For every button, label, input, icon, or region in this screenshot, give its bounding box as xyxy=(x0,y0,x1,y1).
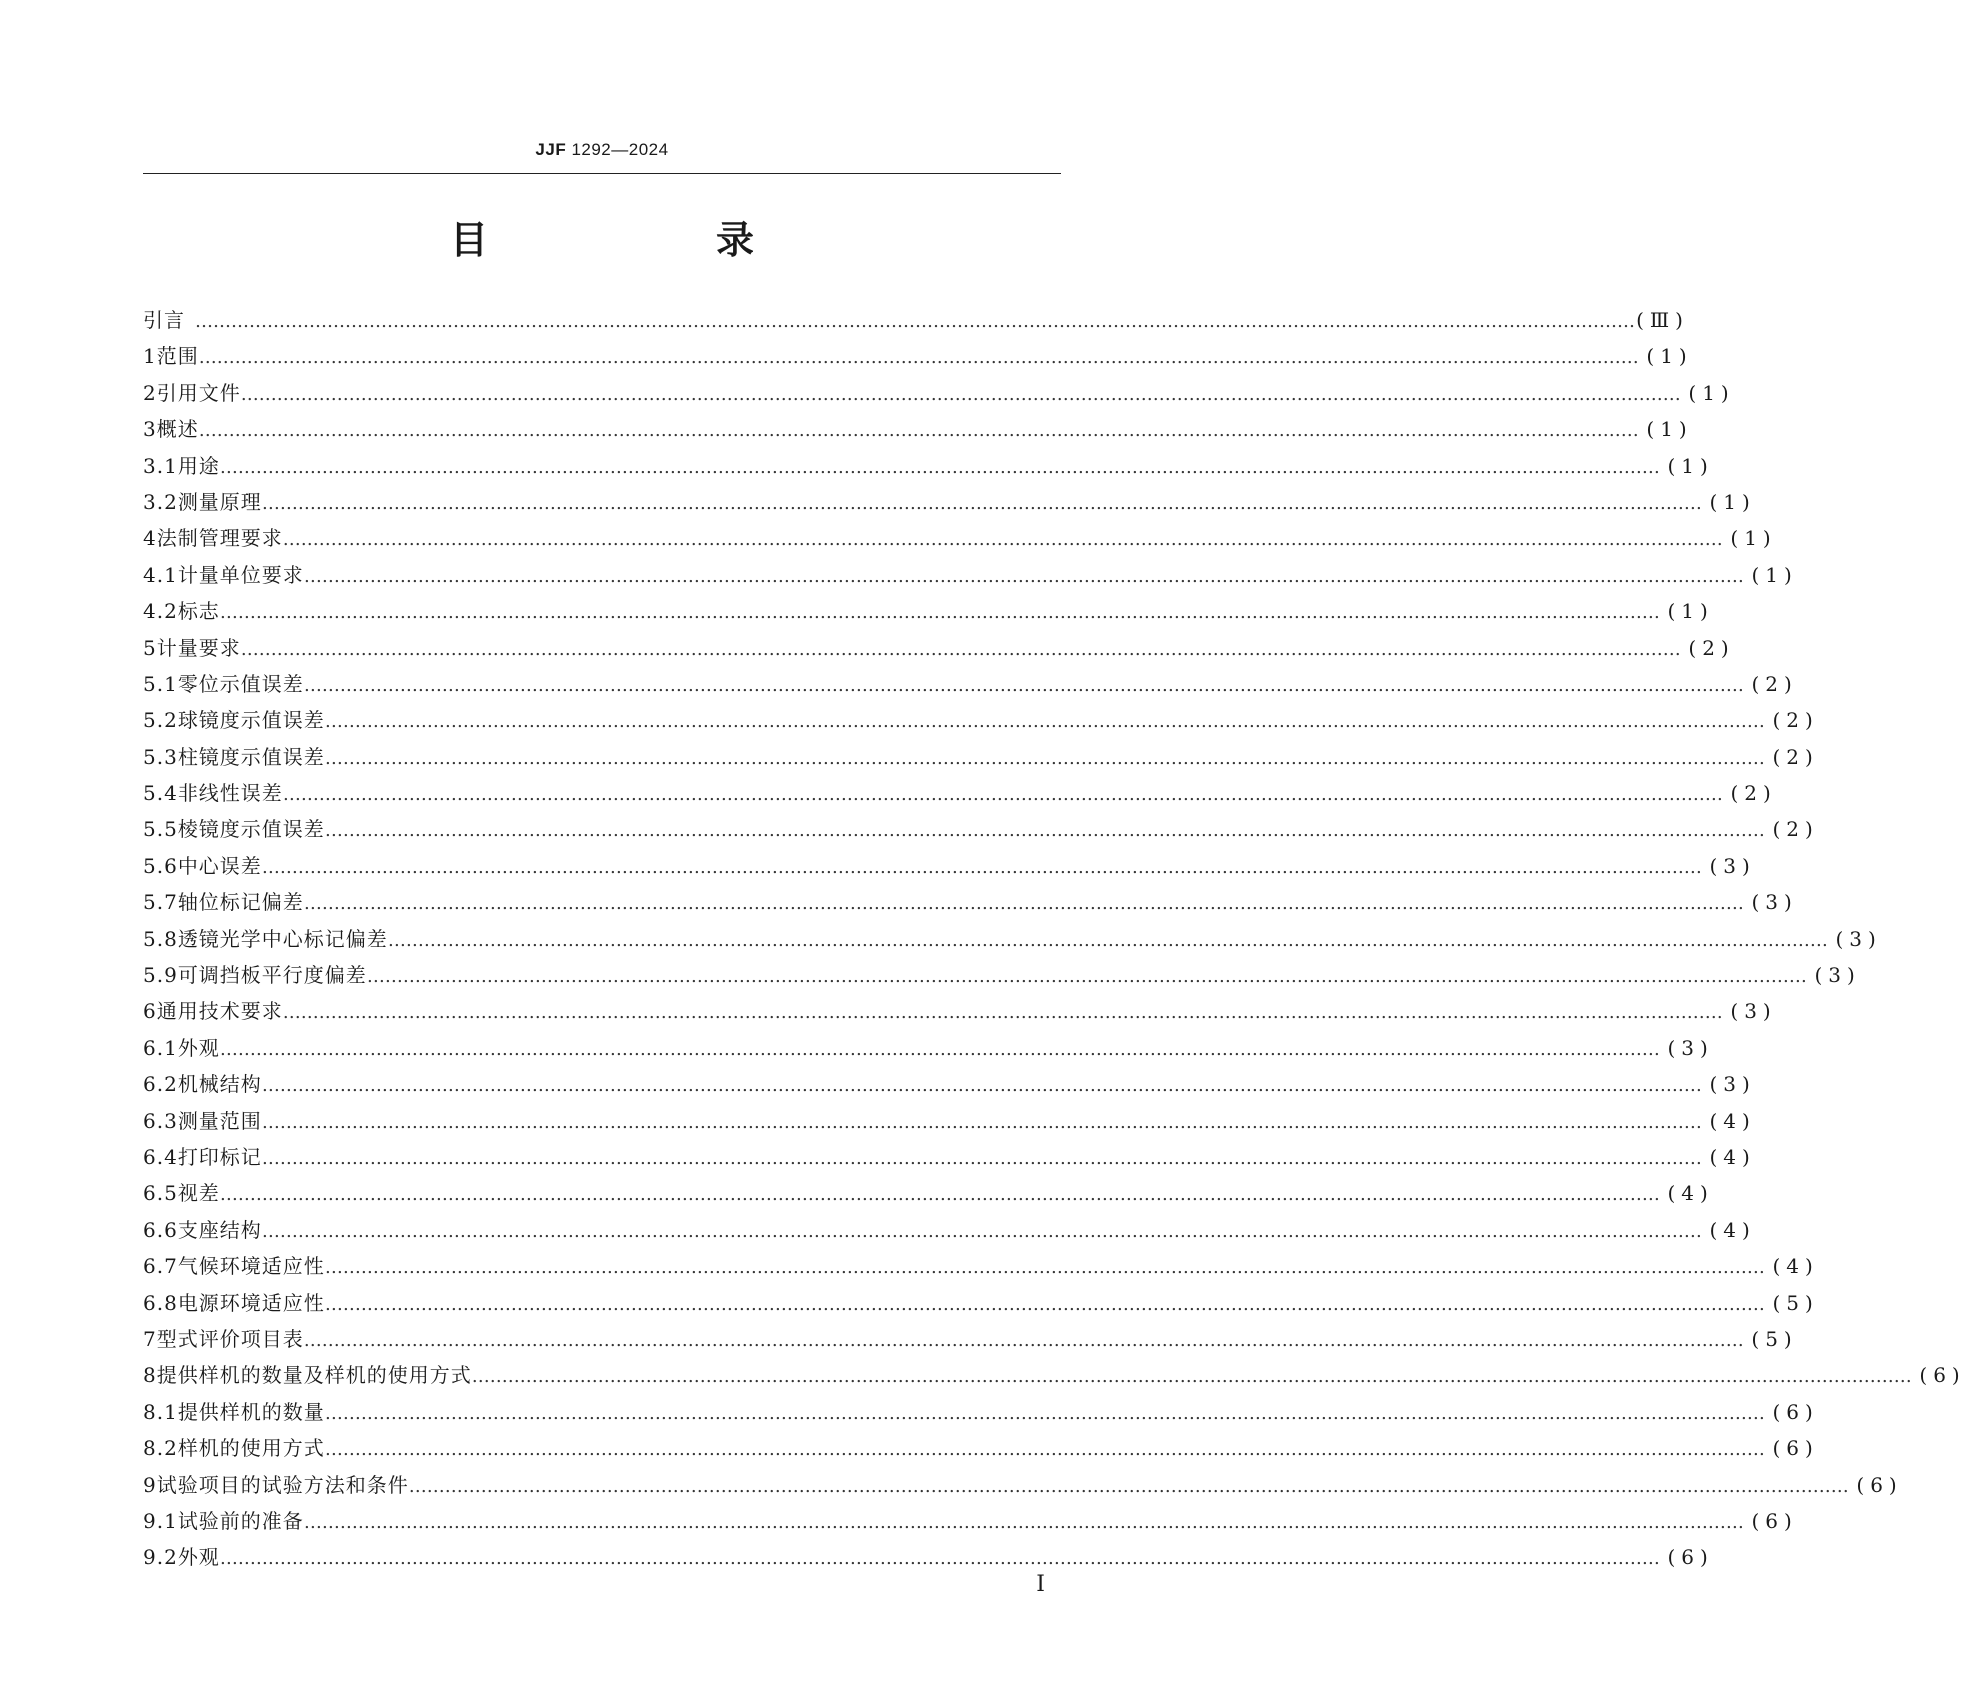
toc-entry-title: 可调挡板平行度偏差 xyxy=(177,963,367,988)
toc-entry-title: 电源环境适应性 xyxy=(177,1290,325,1315)
dot-leader: …………………………………………………………………………………………………………………………………………………………………………………………………………………… xyxy=(198,347,1639,369)
toc-entry-title: 试验前的准备 xyxy=(177,1508,304,1533)
toc-entry-page: (3) xyxy=(1709,853,1756,878)
toc-entry-number: 6.5 xyxy=(143,1181,178,1206)
toc-entry-page: (3) xyxy=(1730,999,1777,1024)
toc-entry[interactable] xyxy=(143,1030,1714,1066)
toc-entry-number: 6.4 xyxy=(143,1144,178,1169)
toc-entry-number: 9 xyxy=(143,1472,157,1497)
toc-entry-title: 通用技术要求 xyxy=(156,999,283,1024)
toc-entry[interactable] xyxy=(143,702,1819,738)
toc-entry-page: (4) xyxy=(1772,1254,1819,1279)
toc-entry[interactable] xyxy=(143,520,1777,556)
toc-entry[interactable] xyxy=(143,1467,1903,1503)
toc-entry-page: (1) xyxy=(1688,380,1735,405)
toc-entry[interactable] xyxy=(143,411,1693,447)
dot-leader: …………………………………………………………………………………………………………………………………………………………………………………………………………………… xyxy=(240,383,1681,405)
toc-entry-title: 用途 xyxy=(177,453,220,478)
toc-entry-page: (1) xyxy=(1709,489,1756,514)
toc-entry[interactable] xyxy=(143,1503,1798,1539)
toc-entry[interactable] xyxy=(143,1321,1798,1357)
dot-leader: …………………………………………………………………………………………………………………………………………………………………………………………………………………… xyxy=(261,1075,1702,1097)
toc-entry-title: 型式评价项目表 xyxy=(156,1326,304,1351)
toc-entry-title: 棱镜度示值误差 xyxy=(177,817,325,842)
toc-entry-title: 外观 xyxy=(177,1035,220,1060)
toc-entry[interactable] xyxy=(143,775,1777,811)
header-rule xyxy=(143,173,1061,174)
dot-leader: …………………………………………………………………………………………………………………………………………………………………………………………………………………… xyxy=(219,456,1660,478)
toc-entry-page: (1) xyxy=(1667,453,1714,478)
toc-entry-title: 测量原理 xyxy=(177,489,262,514)
toc-entry-number: 6.8 xyxy=(143,1290,178,1315)
toc-entry-title: 引言 xyxy=(143,308,185,332)
standard-prefix: JJF xyxy=(535,140,567,159)
dot-leader: …………………………………………………………………………………………………………………………………………………………………………………………………………………… xyxy=(219,1548,1660,1570)
toc-entry-title: 测量范围 xyxy=(177,1108,262,1133)
dot-leader: …………………………………………………………………………………………………………………………………………………………………………………………………………………… xyxy=(408,1475,1849,1497)
toc-entry-number: 5.5 xyxy=(143,817,178,842)
toc-entry-number: 6.7 xyxy=(143,1254,178,1279)
toc-entry-title: 机械结构 xyxy=(177,1072,262,1097)
toc-entry-title: 引用文件 xyxy=(156,380,241,405)
toc-entry-number: 3.1 xyxy=(143,453,178,478)
toc-entry[interactable] xyxy=(143,1394,1819,1430)
toc-entry-number: 8.1 xyxy=(143,1399,178,1424)
toc-entry-title: 透镜光学中心标记偏差 xyxy=(177,926,388,951)
dot-leader: …………………………………………………………………………………………………………………………………………………………………………………………………………………… xyxy=(303,674,1744,696)
toc-entry-number: 7 xyxy=(143,1326,157,1351)
toc-entry-title: 概述 xyxy=(156,417,199,442)
toc-entry[interactable] xyxy=(143,1212,1756,1248)
toc-entry-title: 非线性误差 xyxy=(177,781,283,806)
dot-leader: …………………………………………………………………………………………………………………………………………………………………………………………………………………… xyxy=(219,602,1660,624)
dot-leader: …………………………………………………………………………………………………………………………………………………………………………………………………………………… xyxy=(324,1257,1765,1279)
toc-entry-title: 柱镜度示值误差 xyxy=(177,744,325,769)
toc-entry-number: 1 xyxy=(143,344,157,369)
toc-entry-title: 中心误差 xyxy=(177,853,262,878)
toc-entry-number: 8.2 xyxy=(143,1436,178,1461)
toc-entry[interactable] xyxy=(143,448,1714,484)
dot-leader: …………………………………………………………………………………………………………………………………………………………………………………………………………………… xyxy=(303,565,1744,587)
toc-entry-page: (5) xyxy=(1751,1326,1798,1351)
toc-entry-title: 计量要求 xyxy=(156,635,241,660)
toc-entry-page: (3) xyxy=(1709,1072,1756,1097)
toc-entry-title: 计量单位要求 xyxy=(177,562,304,587)
toc-entry-number: 9.1 xyxy=(143,1508,178,1533)
toc-entry-page: (4) xyxy=(1667,1181,1714,1206)
toc-entry-page: (2) xyxy=(1751,671,1798,696)
toc-entry-title: 标志 xyxy=(177,599,220,624)
dot-leader: …………………………………………………………………………………………………………………………………………………………………………………………………………………… xyxy=(324,1293,1765,1315)
toc-title: 目 录 xyxy=(449,218,849,262)
toc-entry-number: 2 xyxy=(143,380,157,405)
toc-entry-page: (3) xyxy=(1835,926,1882,951)
dot-leader: …………………………………………………………………………………………………………………………………………………………………………………………………………………… xyxy=(282,1002,1723,1024)
toc-entry[interactable] xyxy=(143,484,1756,520)
dot-leader: …………………………………………………………………………………………………………………………………………………………………………………………………………………… xyxy=(324,820,1765,842)
toc-entry-number: 8 xyxy=(143,1363,157,1388)
dot-leader: …………………………………………………………………………………………………………………………………………………………………………………………………………………… xyxy=(303,1511,1744,1533)
dot-leader: …………………………………………………………………………………………………………………………………………………………………………………………………………………… xyxy=(324,747,1765,769)
toc-entry[interactable] xyxy=(143,1139,1756,1175)
toc-entry[interactable] xyxy=(143,921,1882,957)
toc-entry[interactable] xyxy=(143,1357,1966,1393)
toc-entry-page: (3) xyxy=(1667,1035,1714,1060)
toc-entry-page: (3) xyxy=(1814,963,1861,988)
toc-entry-number: 4.2 xyxy=(143,599,178,624)
toc-entry-number: 6.1 xyxy=(143,1035,178,1060)
dot-leader: …………………………………………………………………………………………………………………………………………………………………………………………………………………… xyxy=(387,929,1828,951)
toc-entry[interactable] xyxy=(143,302,1689,338)
toc-entry-page: (2) xyxy=(1772,708,1819,733)
toc-entry-page: (6) xyxy=(1751,1508,1798,1533)
toc-entry-title: 样机的使用方式 xyxy=(177,1436,325,1461)
toc-entry-page: (2) xyxy=(1688,635,1735,660)
toc-entry[interactable] xyxy=(143,1103,1756,1139)
toc-entry-page: (2) xyxy=(1730,781,1777,806)
toc-entry[interactable] xyxy=(143,1175,1714,1211)
toc-entry-page: (6) xyxy=(1772,1399,1819,1424)
toc-entry[interactable] xyxy=(143,1285,1819,1321)
standard-code: 1292—2024 xyxy=(571,140,669,159)
toc-entry-number: 4.1 xyxy=(143,562,178,587)
toc-entry-title: 视差 xyxy=(177,1181,220,1206)
toc-entry[interactable] xyxy=(143,338,1693,374)
dot-leader: …………………………………………………………………………………………………………………………………………………………………………………………………………………… xyxy=(282,784,1723,806)
toc-entry-page: (5) xyxy=(1772,1290,1819,1315)
toc-entry-number: 5.4 xyxy=(143,781,178,806)
toc-entry-number: 6.3 xyxy=(143,1108,178,1133)
toc-entry[interactable] xyxy=(143,1066,1756,1102)
dot-leader: …………………………………………………………………………………………………………………………………………………………………………………………………………………… xyxy=(219,1038,1660,1060)
dot-leader: …………………………………………………………………………………………………………………………………………………………………………………………………………………… xyxy=(240,638,1681,660)
toc-entry-page: (3) xyxy=(1751,890,1798,915)
dot-leader: …………………………………………………………………………………………………………………………………………………………………………………………………………………… xyxy=(324,1402,1765,1424)
toc-entry-number: 5.1 xyxy=(143,671,178,696)
toc-entry-title: 球镜度示值误差 xyxy=(177,708,325,733)
toc-entry-page: (2) xyxy=(1772,744,1819,769)
toc-entry-page: (4) xyxy=(1709,1108,1756,1133)
toc-entry-page: (4) xyxy=(1709,1144,1756,1169)
toc-entry-page: (Ⅲ) xyxy=(1636,308,1689,332)
toc-entry-number: 5.7 xyxy=(143,890,178,915)
dot-leader: …………………………………………………………………………………………………………………………………………………………………………………………………………………… xyxy=(261,1147,1702,1169)
toc-entry-page: (1) xyxy=(1667,599,1714,624)
dot-leader: …………………………………………………………………………………………………………………………………………………………………………………………………………………… xyxy=(282,529,1723,551)
dot-leader: …………………………………………………………………………………………………………………………………………………………………………………………………………………… xyxy=(261,1220,1702,1242)
toc-entry-number: 6.6 xyxy=(143,1217,178,1242)
toc-entry[interactable] xyxy=(143,666,1798,702)
toc-entry-title: 法制管理要求 xyxy=(156,526,283,551)
toc-entry-page: (1) xyxy=(1646,417,1693,442)
toc-entry-number: 4 xyxy=(143,526,157,551)
toc-entry-number: 5.6 xyxy=(143,853,178,878)
toc-entry-title: 试验项目的试验方法和条件 xyxy=(156,1472,409,1497)
toc-entry-page: (1) xyxy=(1751,562,1798,587)
toc-entry-page: (6) xyxy=(1856,1472,1903,1497)
toc-entry-title: 轴位标记偏差 xyxy=(177,890,304,915)
toc-entry-number: 5.9 xyxy=(143,963,178,988)
toc-entry[interactable] xyxy=(143,593,1714,629)
toc-entry[interactable] xyxy=(143,375,1735,411)
toc-entry-page: (4) xyxy=(1709,1217,1756,1242)
dot-leader: …………………………………………………………………………………………………………………………………………………………………………………………………………………… xyxy=(219,1184,1660,1206)
toc-entry-number: 3 xyxy=(143,417,157,442)
dot-leader: …………………………………………………………………………………………………………………………………………………………………………………………………………………… xyxy=(198,420,1639,442)
toc-entry-title: 气候环境适应性 xyxy=(177,1254,325,1279)
dot-leader: …………………………………………………………………………………………………………………………………………………………………………………………………………………… xyxy=(261,856,1702,878)
toc-entry[interactable] xyxy=(143,993,1777,1029)
toc-entry[interactable] xyxy=(143,1248,1819,1284)
dot-leader: …………………………………………………………………………………………………………………………………………………………………………………………………………………… xyxy=(261,492,1702,514)
table-of-contents xyxy=(143,302,1966,1576)
toc-entry[interactable] xyxy=(143,848,1756,884)
toc-entry-number: 5 xyxy=(143,635,157,660)
page-number: Ⅰ xyxy=(1036,1572,1045,1597)
toc-entry-number: 5.8 xyxy=(143,926,178,951)
toc-entry[interactable] xyxy=(143,884,1798,920)
toc-entry-title: 外观 xyxy=(177,1545,220,1570)
toc-entry-number: 6.2 xyxy=(143,1072,178,1097)
toc-entry-page: (6) xyxy=(1667,1545,1714,1570)
toc-entry-page: (1) xyxy=(1646,344,1693,369)
toc-entry-page: (2) xyxy=(1772,817,1819,842)
dot-leader: …………………………………………………………………………………………………………………………………………………………………………………………………………………… xyxy=(471,1366,1912,1388)
toc-entry-title: 提供样机的数量 xyxy=(177,1399,325,1424)
toc-entry-number: 6 xyxy=(143,999,157,1024)
dot-leader: …………………………………………………………………………………………………………………………………………………………………………………………………………………… xyxy=(261,1111,1702,1133)
dot-leader: …………………………………………………………………………………………………………………………………………………………………………………………………………………… xyxy=(366,966,1807,988)
toc-entry[interactable] xyxy=(143,630,1735,666)
toc-entry-page: (6) xyxy=(1772,1436,1819,1461)
page-header xyxy=(143,140,1061,160)
toc-entry-number: 5.2 xyxy=(143,708,178,733)
toc-entry-title: 范围 xyxy=(156,344,199,369)
toc-entry-number: 9.2 xyxy=(143,1545,178,1570)
toc-entry-title: 零位示值误差 xyxy=(177,671,304,696)
toc-entry[interactable] xyxy=(143,811,1819,847)
dot-leader: …………………………………………………………………………………………………………………………………………………………………………………………………………………… xyxy=(303,893,1744,915)
dot-leader: …………………………………………………………………………………………………………………………………………………………………………………………………………………… xyxy=(195,311,1635,332)
toc-entry-title: 支座结构 xyxy=(177,1217,262,1242)
dot-leader: …………………………………………………………………………………………………………………………………………………………………………………………………………………… xyxy=(324,711,1765,733)
toc-entry-title: 打印标记 xyxy=(177,1144,262,1169)
dot-leader: …………………………………………………………………………………………………………………………………………………………………………………………………………………… xyxy=(303,1329,1744,1351)
toc-entry[interactable] xyxy=(143,1430,1819,1466)
toc-entry-title: 提供样机的数量及样机的使用方式 xyxy=(156,1363,472,1388)
toc-entry-page: (1) xyxy=(1730,526,1777,551)
toc-entry-number: 3.2 xyxy=(143,489,178,514)
toc-entry[interactable] xyxy=(143,957,1861,993)
toc-entry-number: 5.3 xyxy=(143,744,178,769)
dot-leader: …………………………………………………………………………………………………………………………………………………………………………………………………………………… xyxy=(324,1439,1765,1461)
toc-entry[interactable] xyxy=(143,1539,1714,1575)
toc-entry[interactable] xyxy=(143,739,1819,775)
toc-entry-page: (6) xyxy=(1919,1363,1966,1388)
toc-entry[interactable] xyxy=(143,557,1798,593)
